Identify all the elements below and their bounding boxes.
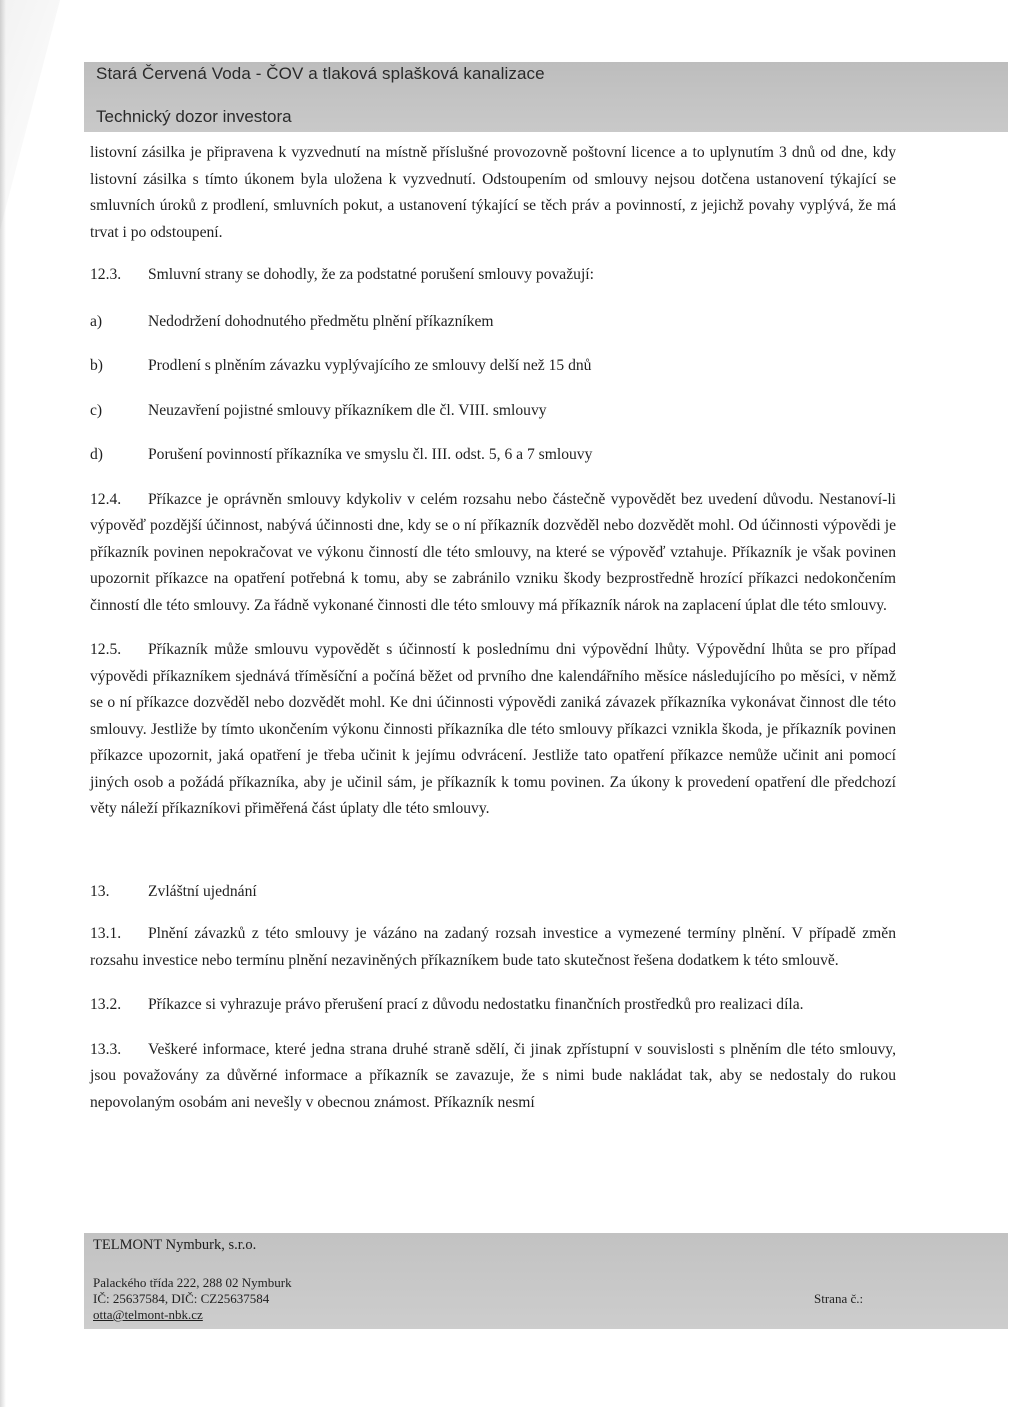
- clause-text: Příkazce si vyhrazuje právo přerušení prací z důvodu nedostatku finančních prostředků pro realizaci díla.: [148, 996, 804, 1013]
- footer-address: Palackého třída 222, 288 02 Nymburk: [93, 1275, 292, 1290]
- section-13-heading: [90, 879, 896, 906]
- document-body: [90, 140, 896, 1116]
- paragraph-intro: listovní zásilka je připravena k vyzvednutí na místně příslušné provozovně poštovní licence a to uplynutím 3 dnů od dne, kdy listovní zásilka s tímto úkonem byla uložena k vyzvednutí. Odstoupením od smlouvy nejsou dotčena ustanovení týkající se smluvních úroků z prodlení, smluvních pokut, a ustanovení týkající se těch práv a povinností, z jejichž povahy vyplývá, že má trvat i po odstoupení.: [90, 144, 896, 241]
- footer-email-link[interactable]: otta@telmont-nbk.cz: [93, 1307, 203, 1322]
- clause-text: Příkazník může smlouvu vypovědět s účinností k poslednímu dni výpovědní lhůty. Výpovědní lhůta se pro případ výpovědi příkazníkem sjednává tříměsíční a počíná běžet od prvního dne kalendářního měsíce následujícího po měsíci, v němž se o ní příkazce dozvěděl nebo dozvědět mohl. Ke dni účinnosti výpovědi zaniká závazek příkazníka vykonávat činnost dle této smlouvy. Jestliže by tímto ukončením výkonu činnosti příkazníka dle této smlouvy příkazci vznikla škoda, je příkazník povinen příkazce upozornit, jaká opatření je třeba učinit k jejímu odvrácení. Jestliže tato opatření příkazce nemůže učinit ani pomocí jiných osob a požádá příkazníka, aby je učinil sám, je příkazník k tomu povinen. Za úkony k provedení opatření dle předchozí věty náleží příkazníkovi přiměřená část úplaty dle této smlouvy.: [90, 641, 896, 817]
- clause-text: Příkazce je oprávněn smlouvy kdykoliv v celém rozsahu nebo částečně vypovědět bez uvedení důvodu. Nestanoví-li výpověď pozdější účinnost, nabývá účinnosti dne, kdy se o ní příkazník dozvěděl nebo dozvědět mohl. Od účinnosti výpovědi je příkazník povinen nepokračovat ve výkonu činností dle této smlouvy, na které se výpověď vztahuje. Příkazník je však povinen upozornit příkazce na opatření potřebná k tomu, aby se zabránilo vzniku škody bezprostředně hrozící příkazci nedokončením činností dle této smlouvy. Za řádně vykonané činnosti dle této smlouvy má příkazník nárok na zaplacení úplat dle této smlouvy.: [90, 490, 896, 614]
- footer-company-ids: IČ: 25637584, DIČ: CZ25637584: [93, 1291, 270, 1306]
- clause-number: 12.5.: [90, 641, 122, 658]
- list-label: a): [90, 312, 103, 330]
- footer-company: TELMONT Nymburk, s.r.o.: [93, 1237, 257, 1253]
- clause-number: 13.2.: [90, 996, 122, 1013]
- header-title: Stará Červená Voda - ČOV a tlaková splašková kanalizace: [96, 64, 545, 83]
- clause-13-2: [90, 992, 896, 1019]
- list-item: [90, 442, 896, 469]
- clause-number: 12.4.: [90, 490, 122, 508]
- list-label: c): [90, 401, 103, 419]
- clause-number: 12.3.: [90, 266, 122, 283]
- list-text: Nedodržení dohodnutého předmětu plnění příkazníkem: [148, 312, 494, 330]
- scan-fold-shadow: [0, 0, 60, 230]
- breach-list: [90, 309, 896, 469]
- clause-text: Veškeré informace, které jedna strana druhé straně sdělí, či jinak zpřístupní v souvislosti s plněním dle této smlouvy, jsou považovány za důvěrné informace a příkazník se zavazuje, že s nimi bude nakládat tak, aby se nedostaly do rukou nepovolaným osobám ani nevešly v obecnou známost. Příkazník nesmí: [90, 1040, 896, 1111]
- list-text: Porušení povinností příkazníka ve smyslu čl. III. odst. 5, 6 a 7 smlouvy: [148, 446, 593, 463]
- clause-13-3: [90, 1037, 896, 1117]
- clause-text: Plnění závazků z této smlouvy je vázáno na zadaný rozsah investice a vymezené termíny plnění. V případě změn rozsahu investice nebo termínu plnění nezaviněných příkazníkem bude tato skutečnost řešena dodatkem k této smlouvě.: [90, 925, 896, 969]
- list-label: b): [90, 357, 103, 374]
- list-item: [90, 353, 896, 380]
- clause-12-3: [90, 262, 896, 289]
- list-item: [90, 309, 896, 336]
- clause-number: 13.3.: [90, 1040, 122, 1058]
- clause-13-1: [90, 921, 896, 974]
- list-item: [90, 398, 896, 425]
- list-text: Neuzavření pojistné smlouvy příkazníkem dle čl. VIII. smlouvy: [148, 401, 547, 419]
- header-subtitle: Technický dozor investora: [96, 107, 292, 126]
- clause-12-4: [90, 487, 896, 620]
- clause-number: 13.1.: [90, 925, 122, 942]
- clause-text: Smluvní strany se dohodly, že za podstatné porušení smlouvy považují:: [148, 266, 594, 283]
- section-title: Zvláštní ujednání: [148, 882, 257, 900]
- list-text: Prodlení s plněním závazku vyplývajícího ze smlouvy delší než 15 dnů: [148, 357, 592, 374]
- clause-12-5: [90, 637, 896, 823]
- list-label: d): [90, 446, 103, 463]
- footer-page-label: Strana č.:: [814, 1291, 864, 1306]
- section-number: 13.: [90, 882, 110, 900]
